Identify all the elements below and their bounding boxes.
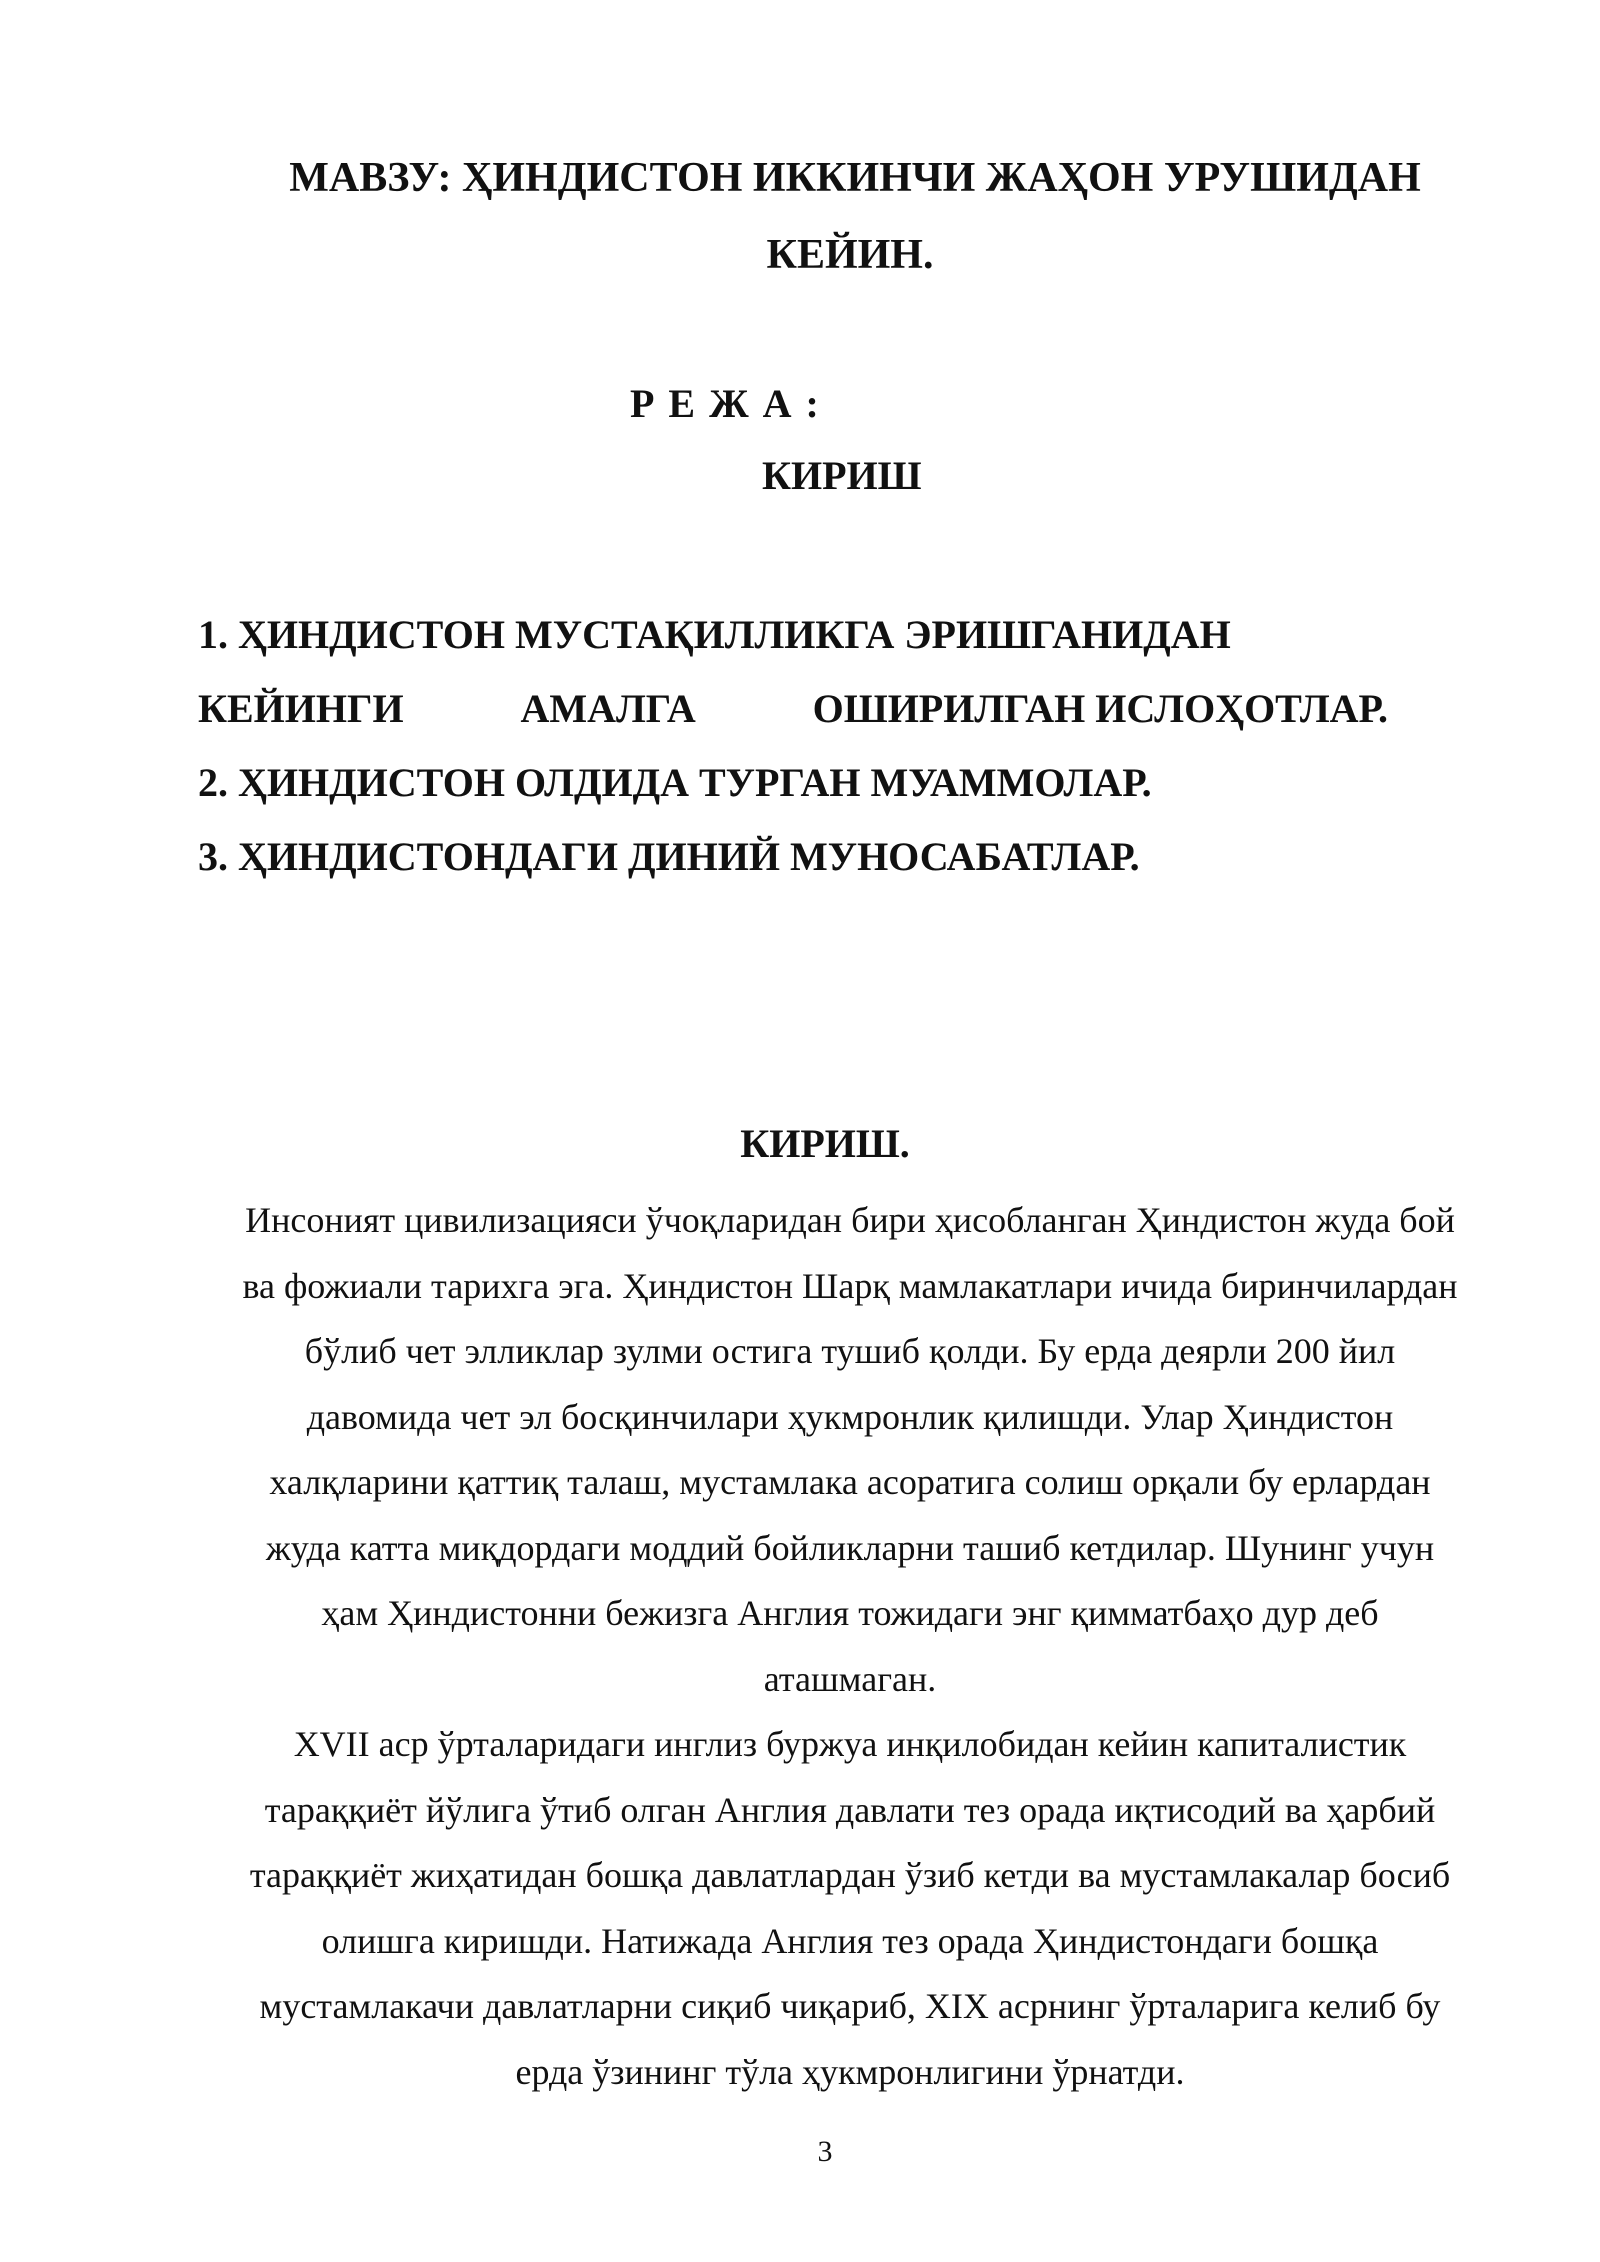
body-line: жуда катта миқдордаги моддий бойликларни ташиб кетдилар. Шунинг учун [265,1527,1435,1568]
plan-item-1-word-1: КЕЙИНГИ [198,686,404,731]
plan-item-1-word-2: АМАЛГА [520,686,696,731]
body-line: ва фожиали тарихга эга. Ҳиндистон Шарқ мамлакатлари ичида биринчилардан [242,1265,1458,1306]
body-line: олишга киришди. Натижада Англия тез орада Ҳиндистондаги бошқа [321,1920,1379,1961]
body-line: тараққиёт йўлига ўтиб олган Англия давлати тез орада иқтисодий ва ҳарбий [264,1789,1436,1830]
body-line: ҳам Ҳиндистонни бежизга Англия тожидаги энг қимматбаҳо дур деб [321,1593,1379,1633]
body-line: Инсоният цивилизацияси ўчоқларидан бири ҳисобланган Ҳиндистон жуда бой [245,1200,1455,1240]
body-line: мустамлакачи давлатларни сиқиб чиқариб, XIX асрнинг ўрталарига келиб бу [259,1986,1441,2026]
introduction-body [200,1188,1500,2105]
body-line: бўлиб чет элликлар зулми остига тушиб қолди. Бу ерда деярли 200 йил [304,1331,1396,1371]
plan-item-1-line-2 [198,672,1388,746]
document-title-line-2: КЕЙИН. [766,232,934,278]
page-number: 3 [817,2135,833,2168]
body-line: XVII аср ўрталаридаги инглиз буржуа инқилобидан кейин капиталистик [293,1724,1407,1764]
plan-intro-item: КИРИШ [762,453,922,498]
plan-item-3: 3. ҲИНДИСТОНДАГИ ДИНИЙ МУНОСАБАТЛАР. [198,834,1140,879]
plan-item-1-line-1: 1. ҲИНДИСТОН МУСТАҚИЛЛИКГА ЭРИШГАНИДАН [198,612,1231,657]
plan-item-1-word-3: ОШИРИЛГАН ИСЛОҲОТЛАР. [812,686,1388,731]
body-line: давомида чет эл босқинчилари ҳукмронлик қилишди. Улар Ҳиндистон [306,1396,1394,1437]
body-line: тараққиёт жиҳатидан бошқа давлатлардан ўзиб кетди ва мустамлакалар босиб [249,1855,1451,1895]
body-line: халқларини қаттиқ талаш, мустамлака асоратига солиш орқали бу ерлардан [269,1462,1431,1502]
section-title-introduction: КИРИШ. [740,1121,910,1166]
plan-item-2: 2. ҲИНДИСТОН ОЛДИДА ТУРГАН МУАММОЛАР. [198,760,1152,805]
plan-list [198,598,1398,894]
body-line: аташмаган. [763,1658,937,1699]
plan-heading: Р Е Ж А : [630,381,821,426]
body-line: ерда ўзининг тўла ҳукмронлигини ўрнатди. [515,2051,1185,2092]
document-title-line-1: МАВЗУ: ҲИНДИСТОН ИККИНЧИ ЖАҲОН УРУШИДАН [289,155,1421,201]
